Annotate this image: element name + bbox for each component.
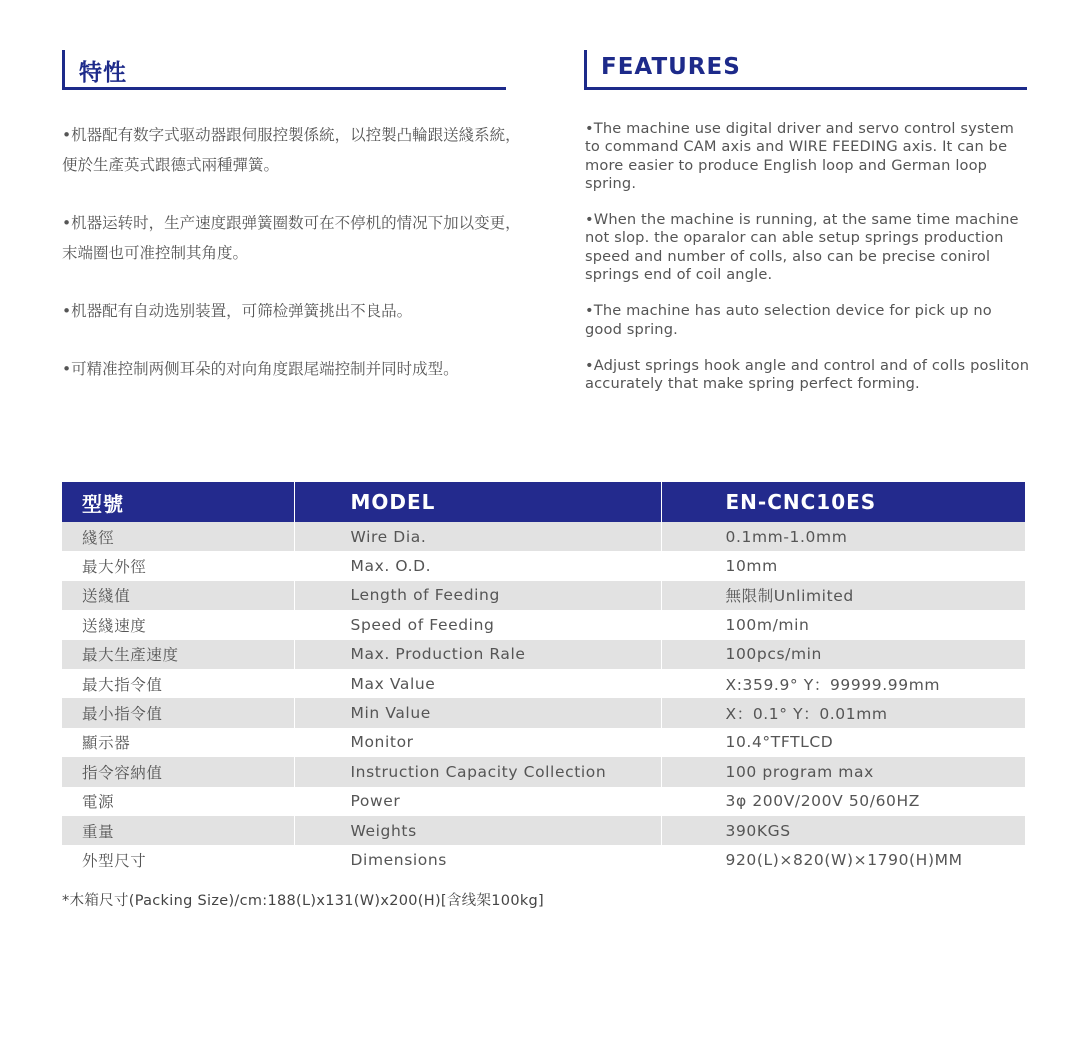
table-row: [62, 845, 1025, 874]
features-cn-list: [62, 120, 522, 412]
row-label-en: Length of Feeding: [294, 581, 661, 610]
table-row: [62, 551, 1025, 580]
feature-cn-item: •机器运转时，生产速度跟弹簧圈数可在不停机的情况下加以变更，末端圈也可准控制其角度。: [62, 214, 521, 262]
row-label-cn: 最大指令值: [62, 669, 294, 698]
row-value: 10.4°TFTLCD: [661, 728, 1025, 757]
row-label-cn: 指令容納值: [62, 757, 294, 786]
row-label-en: Dimensions: [294, 845, 661, 874]
feature-en-item: •When the machine is running, at the same time machine not slop. the oparalor can able setup springs production speed and number of colls, also can be precise conirol springs end of coil angle.: [585, 211, 1019, 284]
row-label-en: Instruction Capacity Collection: [294, 757, 661, 786]
row-label-en: Min Value: [294, 698, 661, 727]
row-label-en: Power: [294, 787, 661, 816]
row-value: 100 program max: [661, 757, 1025, 786]
row-label-en: Weights: [294, 816, 661, 845]
table-row: [62, 787, 1025, 816]
table-row: [62, 698, 1025, 727]
table-row: [62, 581, 1025, 610]
row-label-en: Max Value: [294, 669, 661, 698]
features-en-list: [585, 120, 1030, 412]
spec-table: [62, 482, 1025, 875]
row-label-cn: 送綫速度: [62, 610, 294, 639]
table-row: [62, 610, 1025, 639]
row-label-cn: 綫徑: [62, 522, 294, 551]
row-label-en: Speed of Feeding: [294, 610, 661, 639]
row-value: 0.1mm-1.0mm: [661, 522, 1025, 551]
features-cn-heading-bar: [62, 50, 506, 90]
row-value: 100m/min: [661, 610, 1025, 639]
row-value: 920(L)×820(W)×1790(H)MM: [661, 845, 1025, 874]
row-label-cn: 顯示器: [62, 728, 294, 757]
table-row: [62, 522, 1025, 551]
row-label-en: Monitor: [294, 728, 661, 757]
row-label-cn: 外型尺寸: [62, 845, 294, 874]
feature-cn-item: •机器配有自动选别装置，可筛检弹簧挑出不良品。: [62, 302, 413, 320]
feature-cn-item: •机器配有数字式驱动器跟伺服控製係統，以控製凸輪跟送綫系統，便於生產英式跟德式兩種彈簧。: [62, 126, 521, 174]
row-label-cn: 最大外徑: [62, 551, 294, 580]
features-cn-heading: 特性: [79, 60, 127, 86]
row-label-cn: 最小指令值: [62, 698, 294, 727]
row-value: X:359.9° Y：99999.99mm: [661, 669, 1025, 698]
table-row: [62, 816, 1025, 845]
row-label-en: Max. Production Rale: [294, 640, 661, 669]
row-value: 10mm: [661, 551, 1025, 580]
row-label-cn: 重量: [62, 816, 294, 845]
feature-en-item: •Adjust springs hook angle and control and of colls posliton accurately that make spring perfect forming.: [585, 356, 1030, 393]
row-label-cn: 電源: [62, 787, 294, 816]
row-value: 3φ 200V/200V 50/60HZ: [661, 787, 1025, 816]
feature-cn-item: •可精准控制两侧耳朵的对向角度跟尾端控制并同时成型。: [62, 360, 459, 378]
table-row: [62, 640, 1025, 669]
header-model: EN-CNC10ES: [661, 482, 1025, 522]
row-value: X：0.1° Y：0.01mm: [661, 698, 1025, 727]
row-label-en: Max. O.D.: [294, 551, 661, 580]
row-value: 390KGS: [661, 816, 1025, 845]
header-en: MODEL: [294, 482, 661, 522]
row-value: 無限制Unlimited: [661, 581, 1025, 610]
spec-table-header: [62, 482, 1025, 522]
row-label-en: Wire Dia.: [294, 522, 661, 551]
features-en-heading: FEATURES: [601, 54, 741, 80]
feature-en-item: •The machine use digital driver and servo control system to command CAM axis and WIRE FEEDING axis. It can be more easier to produce English loop and German loop spring.: [585, 120, 1015, 192]
table-row: [62, 757, 1025, 786]
features-en-heading-bar: [584, 50, 1027, 90]
feature-en-item: •The machine has auto selection device for pick up no good spring.: [585, 302, 992, 338]
row-label-cn: 最大生產速度: [62, 640, 294, 669]
row-value: 100pcs/min: [661, 640, 1025, 669]
header-cn: 型號: [62, 482, 294, 522]
table-row: [62, 669, 1025, 698]
table-row: [62, 728, 1025, 757]
packing-size-note: *木箱尺寸(Packing Size)/cm:188(L)x131(W)x200(H)[含线架100kg]: [62, 893, 545, 909]
row-label-cn: 送綫值: [62, 581, 294, 610]
